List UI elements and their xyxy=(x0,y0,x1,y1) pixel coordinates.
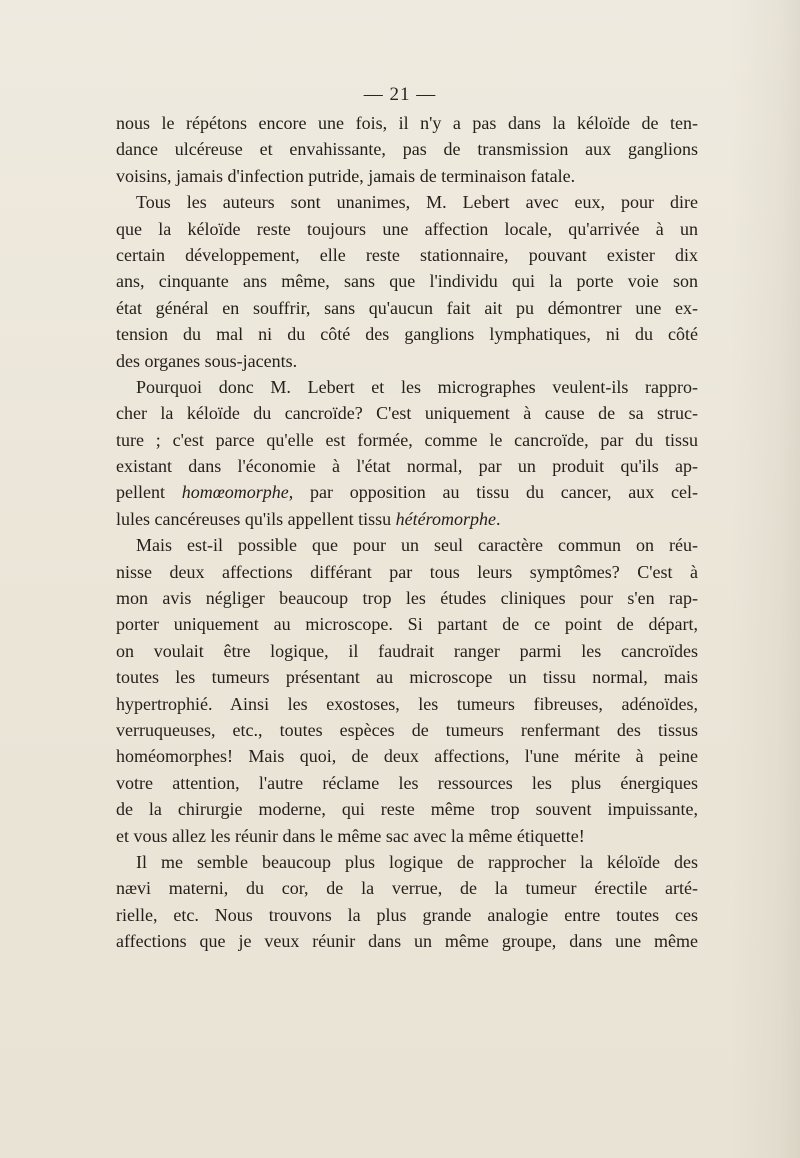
text-line: existant dans l'économie à l'état normal, par un produit qu'ils ap- xyxy=(116,456,698,477)
text-line: ture ; c'est parce qu'elle est formée, comme le cancroïde, par du tissu xyxy=(116,429,698,450)
body-text xyxy=(116,110,698,955)
text-line: affections que je veux réunir dans un même groupe, dans une même xyxy=(116,931,698,952)
page-edge-shadow xyxy=(730,0,800,1158)
text-run: pellent xyxy=(116,482,182,503)
text-line: nævi materni, du cor, de la verrue, de la tumeur érectile arté- xyxy=(116,878,698,899)
text-line: verruqueuses, etc., toutes espèces de tumeurs renfermant des tissus xyxy=(116,719,698,740)
text-line: Pourquoi donc M. Lebert et les micrographes veulent-ils rappro- xyxy=(136,376,698,397)
text-line: on voulait être logique, il faudrait ranger parmi les cancroïdes xyxy=(116,640,698,661)
text-line: Il me semble beaucoup plus logique de rapprocher la kéloïde des xyxy=(136,851,698,872)
italic-term: hétéromorphe xyxy=(395,508,496,529)
text-line xyxy=(116,506,698,532)
italic-term: homœomorphe xyxy=(181,482,289,503)
text-line: que la kéloïde reste toujours une affection locale, qu'arrivée à un xyxy=(116,218,698,239)
text-line: rielle, etc. Nous trouvons la plus grande analogie entre toutes ces xyxy=(116,904,698,925)
text-line: des organes sous-jacents. xyxy=(116,350,298,371)
text-run: , par opposition au tissu du cancer, aux cel- xyxy=(288,482,699,503)
text-line: homéomorphes! Mais quoi, de deux affections, l'une mérite à peine xyxy=(116,746,698,767)
text-line: voisins, jamais d'infection putride, jamais de terminaison fatale. xyxy=(116,165,576,186)
text-line xyxy=(116,479,698,505)
text-run: . xyxy=(495,508,501,529)
text-line: votre attention, l'autre réclame les ressources les plus énergiques xyxy=(116,772,698,793)
text-line: Mais est-il possible que pour un seul caractère commun on réu- xyxy=(136,535,698,556)
text-line: ans, cinquante ans même, sans que l'individu qui la porte voie son xyxy=(116,271,698,292)
text-line: certain développement, elle reste stationnaire, pouvant exister dix xyxy=(116,244,698,265)
text-line: de la chirurgie moderne, qui reste même trop souvent impuissante, xyxy=(116,799,698,820)
text-run: lules cancéreuses qu'ils appellent tissu xyxy=(116,508,396,529)
text-line: hypertrophié. Ainsi les exostoses, les tumeurs fibreuses, adénoïdes, xyxy=(116,693,698,714)
text-line: porter uniquement au microscope. Si partant de ce point de départ, xyxy=(116,614,698,635)
text-line: dance ulcéreuse et envahissante, pas de transmission aux ganglions xyxy=(116,139,698,160)
text-line: toutes les tumeurs présentant au microscope un tissu normal, mais xyxy=(116,667,698,688)
text-line: et vous allez les réunir dans le même sac avec la même étiquette! xyxy=(116,825,585,846)
text-line: nous le répétons encore une fois, il n'y a pas dans la kéloïde de ten- xyxy=(116,113,698,133)
text-line: tension du mal ni du côté des ganglions lymphatiques, ni du côté xyxy=(116,324,698,345)
text-line: cher la kéloïde du cancroïde? C'est uniquement à cause de sa struc- xyxy=(116,403,698,424)
page-number: — 21 — xyxy=(363,84,437,105)
text-line: Tous les auteurs sont unanimes, M. Lebert avec eux, pour dire xyxy=(136,192,698,213)
text-line: état général en souffrir, sans qu'aucun fait ait pu démontrer une ex- xyxy=(116,297,698,318)
text-line: mon avis négliger beaucoup trop les études cliniques pour s'en rap- xyxy=(116,588,698,609)
text-line: nisse deux affections différant par tous leurs symptômes? C'est à xyxy=(116,561,698,582)
